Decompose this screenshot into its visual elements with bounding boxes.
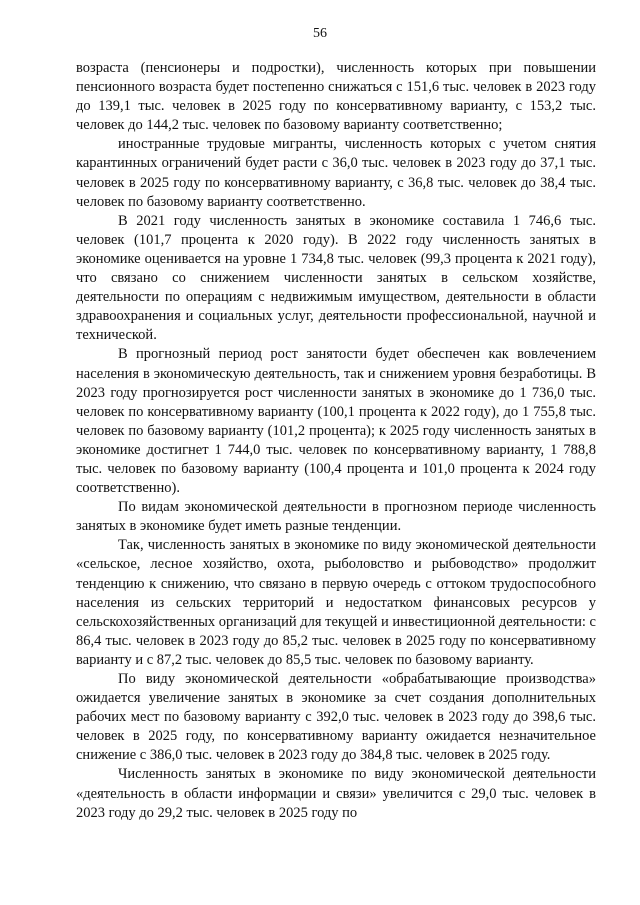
paragraph-7: По виду экономической деятельности «обрабатывающие производства» ожидается увеличение занятых в экономике за счет создания дополнительных рабочих мест по базовому варианту с 392,0 тыс. человек в 2023 году до 398,6 тыс. человек в 2025 году, по консервативному варианту ожидается незначительное снижение с 386,0 тыс. человек в 2023 году до 384,8 тыс. человек в 2025 году. xyxy=(76,671,596,764)
paragraph-4: В прогнозный период рост занятости будет обеспечен как вовлечением населения в экономическую деятельность, так и снижением уровня безработицы. В 2023 году прогнозируется рост численности занятых в экономике до 1 736,0 тыс. человек по консервативному варианту (100,1 процента к 2022 году), до 1 755,8 тыс. человек по базовому варианту (101,2 процента); к 2025 году численность занятых в экономике достигнет 1 744,0 тыс. человек по консервативному варианту, 1 788,8 тыс. человек по базовому варианту (100,4 процента и 101,0 процента к 2024 году соответственно). xyxy=(76,346,596,497)
document-body xyxy=(76,59,596,823)
paragraph-5: По видам экономической деятельности в прогнозном периоде численность занятых в экономике будет иметь разные тенденции. xyxy=(76,499,596,535)
paragraph-2: иностранные трудовые мигранты, численность которых с учетом снятия карантинных ограничений будет расти с 36,0 тыс. человек в 2023 году до 37,1 тыс. человек в 2025 году по консервативному варианту, с 36,8 тыс. человек до 38,4 тыс. человек по базовому варианту соответственно. xyxy=(76,136,596,210)
paragraph-6: Так, численность занятых в экономике по виду экономической деятельности «сельское, лесное хозяйство, охота, рыболовство и рыбоводство» продолжит тенденцию к снижению, что связано в первую очередь с оттоком трудоспособного населения из сельских территорий и недостатком финансовых ресурсов у сельскохозяйственных организаций для текущей и инвестиционной деятельности: с 86,4 тыс. человек в 2023 году до 85,2 тыс. человек в 2025 году по консервативному варианту и с 87,2 тыс. человек до 85,5 тыс. человек по базовому варианту. xyxy=(76,537,596,668)
page-number: 56 xyxy=(313,26,327,41)
paragraph-8: Численность занятых в экономике по виду экономической деятельности «деятельность в области информации и связи» увеличится с 29,0 тыс. человек в 2023 году до 29,2 тыс. человек в 2025 году по xyxy=(76,766,596,821)
paragraph-3: В 2021 году численность занятых в экономике составила 1 746,6 тыс. человек (101,7 процента к 2020 году). В 2022 году численность занятых в экономике оценивается на уровне 1 734,8 тыс. человек (99,3 процента к 2021 году), что связано со снижением численности занятых в сельском хозяйстве, деятельности по операциям с недвижимым имуществом, деятельности в области здравоохранения и социальных услуг, деятельности профессиональной, научной и технической. xyxy=(76,212,596,344)
paragraph-1: возраста (пенсионеры и подростки), численность которых при повышении пенсионного возраста будет постепенно снижаться с 151,6 тыс. человек в 2023 году до 139,1 тыс. человек в 2025 году по консервативному варианту, с 153,2 тыс. человек до 144,2 тыс. человек по базовому варианту соответственно; xyxy=(76,60,596,134)
